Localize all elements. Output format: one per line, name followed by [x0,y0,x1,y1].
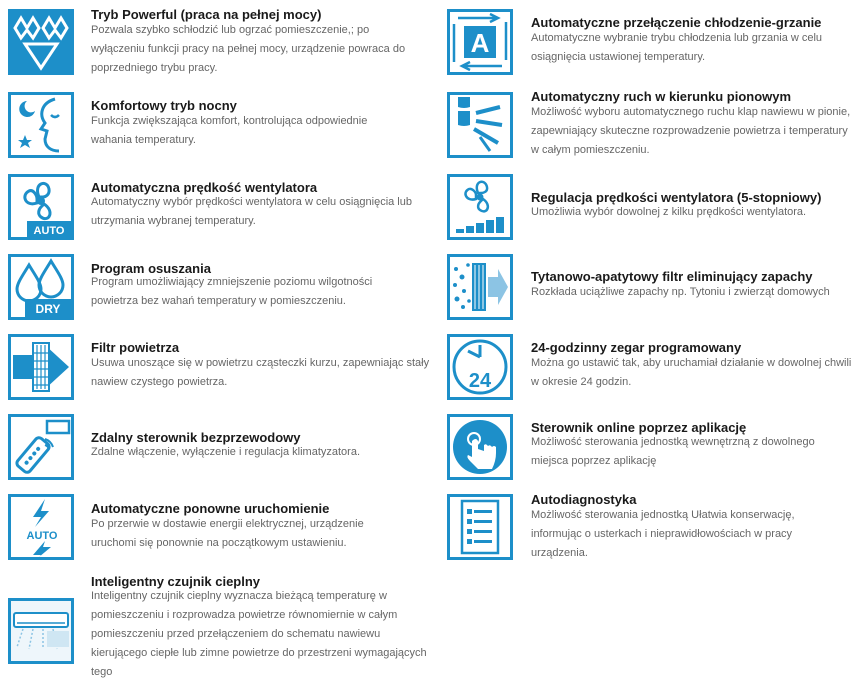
vertical-swing-icon [447,92,513,158]
feature-description: Możliwość wyboru automatycznego ruchu klap nawiewu w pionie, zapewniający skuteczne rozprowadzenie powietrza i temperatury w całym pomieszczeniu. [531,106,851,156]
feature-title: Tytanowo-apatytowy filtr eliminujący zapachy [531,269,813,284]
feature-description: Automatyczny wybór prędkości wentylatora w celu osiągnięcia lub utrzymania wybranej temperatury. [91,196,412,227]
feature-title: Sterownik online poprzez aplikację [531,420,747,435]
dry-program-icon [8,254,74,320]
feature-title: Zdalny sterownik bezprzewodowy [91,430,301,445]
feature-description: Możliwość sterowania jednostką wewnętrzną z dowolnego miejsca poprzez aplikację [531,436,815,467]
feature-description: Rozkłada uciążliwe zapachy np. Tytoniu i zwierząt domowych [531,286,830,298]
dry-badge: DRY [35,302,61,316]
feature-title: Automatyczna prędkość wentylatora [91,180,318,195]
timer-badge: 24 [468,370,492,392]
feature-title: Automatyczne ponowne uruchomienie [91,501,330,516]
feature-title: Tryb Powerful (praca na pełnej mocy) [91,7,322,22]
auto-mode-switch-icon [447,9,513,75]
feature-description: Usuwa unoszące się w powietrzu cząsteczki kurzu, zapewniając stały nawiew czystego powietrza. [91,357,430,388]
night-mode-icon [8,92,74,158]
titanium-apatite-filter-icon [447,254,513,320]
timer-24h-icon [447,334,513,400]
auto-badge: AUTO [26,530,58,542]
powerful-mode-icon [8,9,74,75]
feature-title: Filtr powietrza [91,340,180,355]
feature-title: Inteligentny czujnik cieplny [91,574,261,589]
feature-description: Funkcja zwiększająca komfort, kontrolująca odpowiednie wahania temperatury. [91,115,368,146]
feature-title: Autodiagnostyka [531,492,637,507]
feature-description: Umożliwia wybór dowolnej z kilku prędkości wentylatora. [531,206,807,218]
feature-title: Komfortowy tryb nocny [91,98,237,113]
feature-title: Program osuszania [91,261,211,276]
air-filter-icon [8,334,74,400]
auto-badge: AUTO [33,225,65,237]
feature-title: Automatyczny ruch w kierunku pionowym [531,89,792,104]
auto-restart-icon [8,494,74,560]
auto-fan-speed-icon [8,174,74,240]
feature-title: Automatyczne przełączenie chłodzenie-grzanie [531,15,822,30]
auto-letter-badge: A [470,28,490,58]
online-app-control-icon [447,414,513,480]
feature-description: Inteligentny czujnik cieplny wyznacza bieżącą temperaturę w pomieszczeniu i rozprowadza powietrze równomiernie w całym pomieszczeniu przed przełączeniem do schematu nawiewu kierującego ciepłe lub zimne powietrze do przestrzeni wymagających tego [91,590,427,678]
smart-heat-sensor-icon [8,598,74,664]
feature-description: Możliwość sterowania jednostką Ułatwia konserwację, informując o usterkach i nieprawidłowościach w pracy urządzenia. [531,509,795,559]
feature-title: 24-godzinny zegar programowany [531,340,742,355]
feature-description: Program umożliwiający zmniejszenie poziomu wilgotności powietrza bez wahań temperatury w pomieszczeniu. [91,276,373,307]
feature-description: Automatyczne wybranie trybu chłodzenia lub grzania w celu osiągnięcia ustawionej temperatury. [531,32,823,63]
remote-control-icon [8,414,74,480]
feature-description: Można go ustawić tak, aby uruchamiał działanie w dowolnej chwili w okresie 24 godzin. [531,357,852,388]
fan-speed-5-step-icon [447,174,513,240]
feature-description: Zdalne włączenie, wyłączenie i regulacja klimatyzatora. [91,446,361,458]
feature-description: Po przerwie w dostawie energii elektrycznej, urządzenie uruchomi się ponownie na początkowym ustawieniu. [91,518,364,549]
feature-description: Pozwala szybko schłodzić lub ogrzać pomieszczenie,; po wyłączeniu funkcji pracy na pełnej mocy, urządzenie powraca do poprzedniego trybu pracy. [91,24,406,74]
self-diagnosis-icon [447,494,513,560]
feature-title: Regulacja prędkości wentylatora (5-stopniowy) [531,190,822,205]
